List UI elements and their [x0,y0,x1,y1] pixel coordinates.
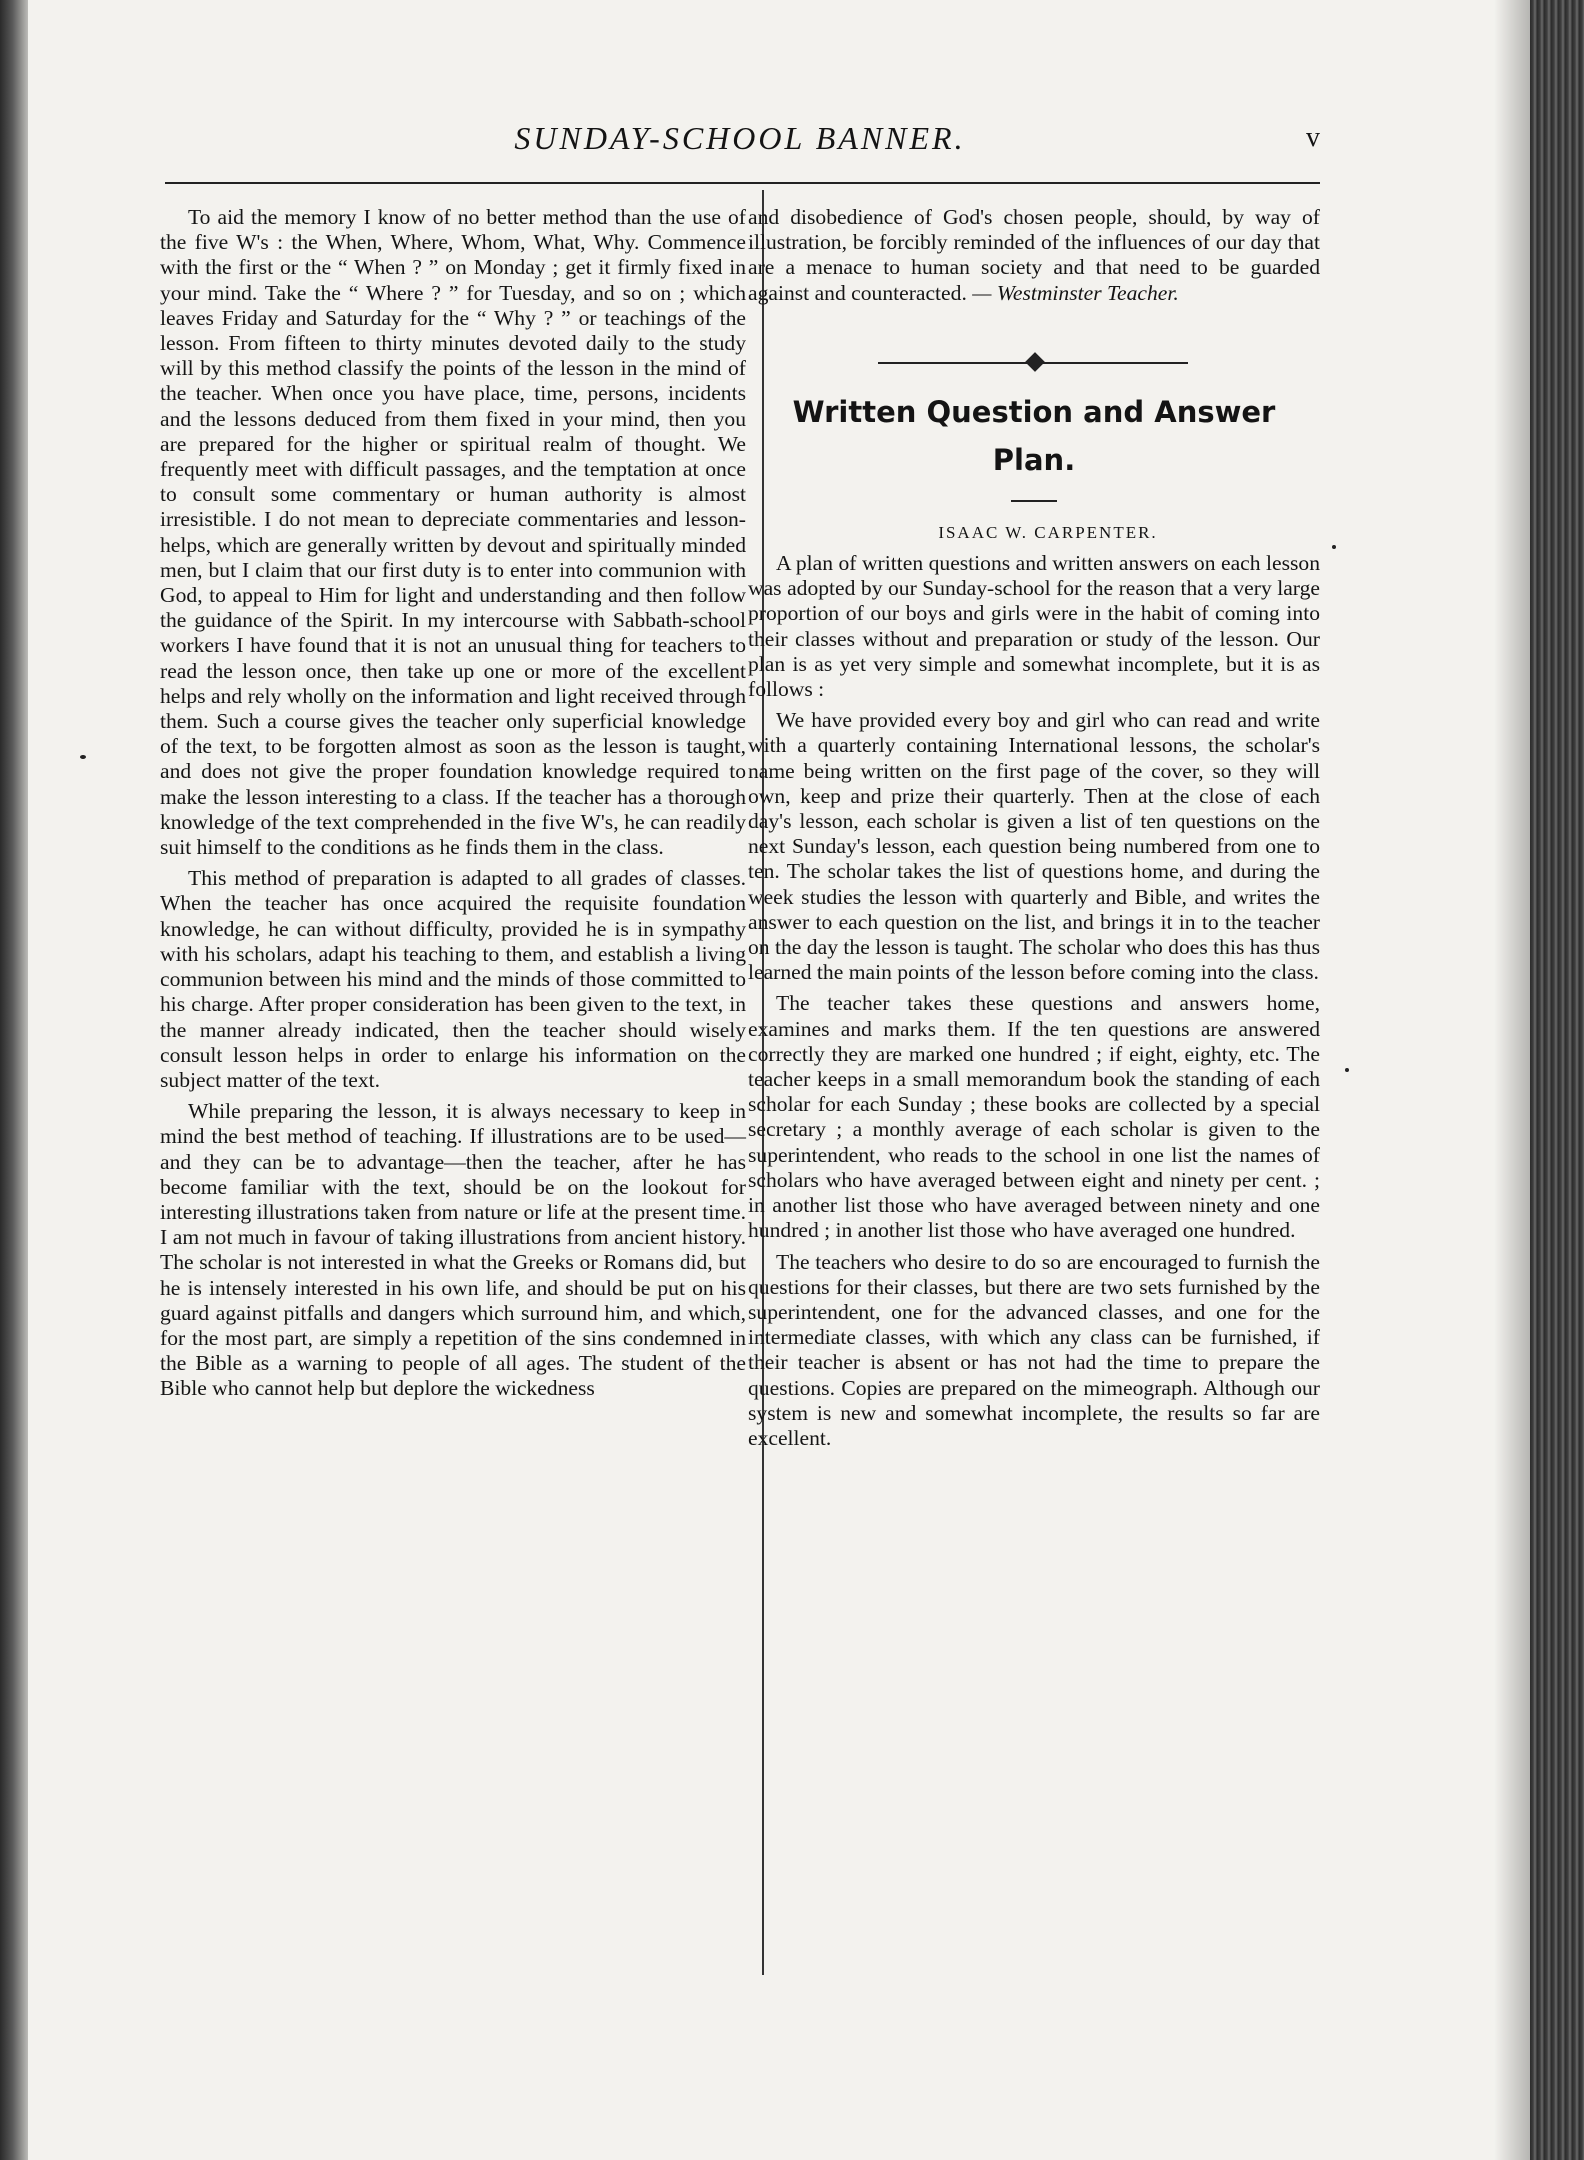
left-column [160,205,746,1408]
article-title [748,388,1320,484]
print-speck [80,755,86,759]
header-rule [165,182,1320,184]
running-head [160,120,1320,160]
book-binding-shadow [0,0,28,2160]
article-paragraph-4: The teachers who desire to do so are encouraged to furnish the questions for their classes, but there are two sets furnished by the superintendent, one for the advanced classes, and one for the intermediate classes, with which any class can be furnished, if their teacher is absent or has not had the time to prepare the questions. Copies are prepared on the mimeograph. Although our system is new and somewhat incomplete, the results so far are excellent. [748,1249,1320,1450]
stacked-page-edges [1530,0,1584,2160]
article-paragraph-2: We have provided every boy and girl who can read and write with a quarterly containing International lessons, the scholar's name being written on the first page of the cover, so they will own, keep and prize their quarterly. Then at the close of each day's lesson, each scholar is given a list of ten questions on the next Sunday's lesson, each question being numbered from one to ten. The scholar takes the list of questions home, and during the week studies the lesson with quarterly and Bible, and writes the answer to each question on the list, and brings it in to the teacher on the day the lesson is taught. The scholar who does this has thus learned the main points of the lesson before coming into the class. [748,708,1320,985]
source-attribution: — Westminster Teacher. [972,280,1179,305]
left-paragraph-1: To aid the memory I know of no better method than the use of the five W's : the When, Where, Whom, What, Why. Commence with the first or the “ When ? ” on Monday ; get it firmly fixed in your mind. Take the “ Where ? ” for Tuesday, and so on ; which leaves Friday and Saturday for the “ Why ? ” or teachings of the lesson. From fifteen to thirty minutes devoted daily to the study will by this method classify the points of the lesson in the mind of the teacher. When once you have place, time, persons, incidents and the lessons deduced from them fixed in your mind, then you are prepared for the higher or spiritual realm of thought. We frequently meet with difficult passages, and the temptation at once to consult some commentary or human authority is almost irresistible. I do not mean to depreciate commentaries and lesson-helps, which are generally written by devout and spiritually minded men, but I claim that our first duty is to enter into communion with God, to appeal to Him for light and understanding and then follow the guidance of the Spirit. In my intercourse with Sabbath-school workers I have found that it is not an unusual thing for teachers to read the lesson once, then take up one or more of the excellent helps and rely wholly on the information and light received through them. Such a course gives the teacher only superficial knowledge of the text, to be forgotten almost as soon as the lesson is taught, and does not give the proper foundation knowledge required to make the lesson interesting to a class. If the teacher has a thorough knowledge of the text comprehended in the five W's, he can readily suit himself to the conditions as he finds them in the class. [160,205,746,860]
left-paragraph-2: This method of preparation is adapted to all grades of classes. When the teacher has once acquired the requisite foundation knowledge, he can without difficulty, provided he is in sympathy with his scholars, adapt his teaching to them, and establish a living communion between his mind and the minds of those committed to his charge. After proper consideration has been given to the text, in the manner already indicated, then the teacher should wisely consult lesson helps in order to enlarge his information on the subject matter of the text. [160,866,746,1092]
page-gutter-shadow [1494,0,1530,2160]
section-ornament [748,348,1320,378]
article-paragraph-1: A plan of written questions and written answers on each lesson was adopted by our Sunday-school for the reason that a very large proportion of our boys and girls were in the habit of coming into their classes without and preparation or study of the lesson. Our plan is as yet very simple and somewhat incomplete, but it is as follows : [748,551,1320,702]
diamond-icon [1025,352,1045,372]
left-paragraph-3: While preparing the lesson, it is always necessary to keep in mind the best method of teaching. If illustrations are to be used—and they can be to advantage—then the teacher, after he has become familiar with the text, should be on the lookout for interesting illustrations taken from nature or life at the present time. I am not much in favour of taking illustrations from ancient history. The scholar is not interested in what the Greeks or Romans did, but he is intensely interested in his own life, and should be put on his guard against pitfalls and dangers which surround him, and which, for the most part, are simply a repetition of the sins condemned in the Bible as a warning to people of all ages. The student of the Bible who cannot help but deplore the wickedness [160,1099,746,1401]
article-paragraph-3: The teacher takes these questions and answers home, examines and marks them. If the ten questions are answered correctly they are marked one hundred ; if eight, eighty, etc. The teacher keeps in a small memorandum book the standing of each scholar for each Sunday ; these books are collected by a special secretary ; a monthly average of each scholar is given to the superintendent, who reads to the school in one list the names of scholars who have averaged between eight and ninety per cent. ; in another list those who have averaged between ninety and one hundred ; in another list those who have averaged one hundred. [748,991,1320,1243]
print-speck [1332,545,1336,549]
article-author: ISAAC W. CARPENTER. [938,522,1158,542]
print-speck [1345,1068,1349,1072]
right-column [748,205,1320,1457]
continued-paragraph [748,205,1320,306]
article-title-line-1: Written Question and Answer [792,394,1276,429]
continued-text: and disobedience of God's chosen people, should, by way of illustration, be forcibly reminded of the influences of our day that are a menace to human society and that need to be guarded against and counteracted. [748,205,1320,305]
article-title-line-2: Plan. [992,442,1076,477]
page-number: v [1306,122,1320,153]
running-title: SUNDAY-SCHOOL BANNER. [514,120,966,156]
title-rule [1011,500,1057,502]
